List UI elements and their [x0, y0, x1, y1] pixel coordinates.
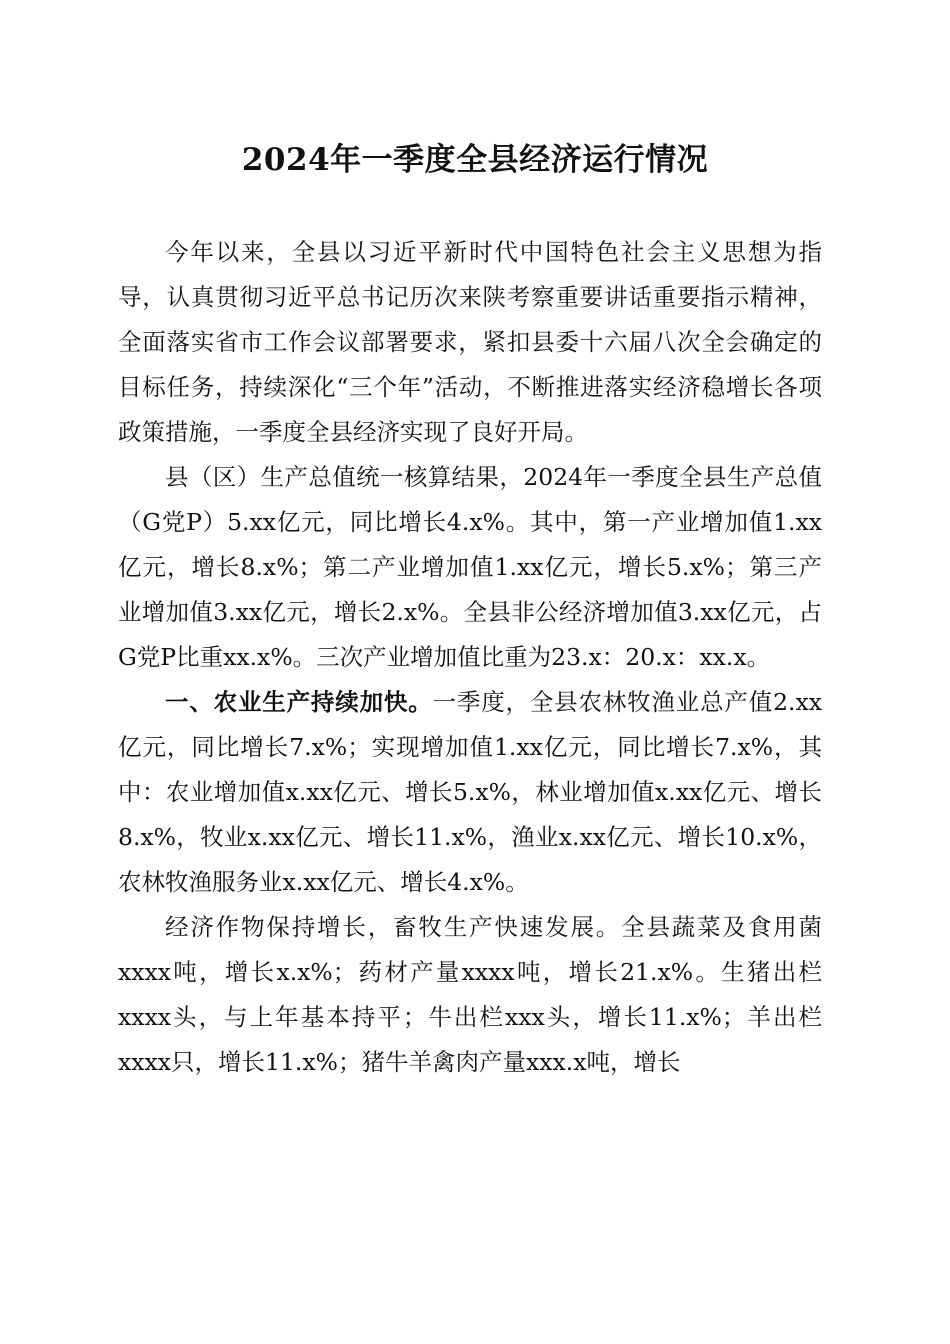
paragraph-text: 一季度，全县农林牧渔业总产值2.xx亿元，同比增长7.x%；实现增加值1.xx亿元，同比增长7.x%，其中：农业增加值x.xx亿元、增长5.x%，林业增加值x.xx亿元、增长8.x%，牧业x.xx亿元、增长11.x%，渔业x.xx亿元、增长10.x%，农林牧渔服务业x.xx亿元、增长4.x%。 — [118, 688, 823, 896]
document-body — [118, 230, 822, 1085]
paragraph-agriculture — [118, 680, 822, 905]
paragraph-text: 经济作物保持增长，畜牧生产快速发展。全县蔬菜及食用菌xxxx吨，增长x.x%；药材产量xxxx吨，增长21.x%。生猪出栏xxxx头，与上年基本持平；牛出栏xxx头，增长11.x%；羊出栏xxxx只，增长11.x%；猪牛羊禽肉产量xxx.x吨，增长 — [118, 913, 822, 1076]
paragraph-text: 今年以来，全县以习近平新时代中国特色社会主义思想为指导，认真贯彻习近平总书记历次来陕考察重要讲话重要指示精神，全面落实省市工作会议部署要求，紧扣县委十六届八次全会确定的目标任务，持续深化“三个年”活动，不断推进落实经济稳增长各项政策措施，一季度全县经济实现了良好开局。 — [118, 238, 822, 446]
document-title: 2024年一季度全县经济运行情况 — [241, 142, 709, 178]
paragraph-crops-livestock — [118, 905, 822, 1085]
section-heading: 一、农业生产持续加快。 — [165, 688, 433, 716]
paragraph-text: 县（区）生产总值统一核算结果，2024年一季度全县生产总值（G党P）5.xx亿元，同比增长4.x%。其中，第一产业增加值1.xx亿元，增长8.x%；第二产业增加值1.xx亿元，增长5.x%；第三产业增加值3.xx亿元，增长2.x%。全县非公经济增加值3.xx亿元，占G党P比重xx.x%。三次产业增加值比重为23.x：20.x：xx.x。 — [118, 463, 822, 671]
paragraph-intro — [118, 230, 822, 455]
paragraph-gdp — [118, 455, 822, 680]
